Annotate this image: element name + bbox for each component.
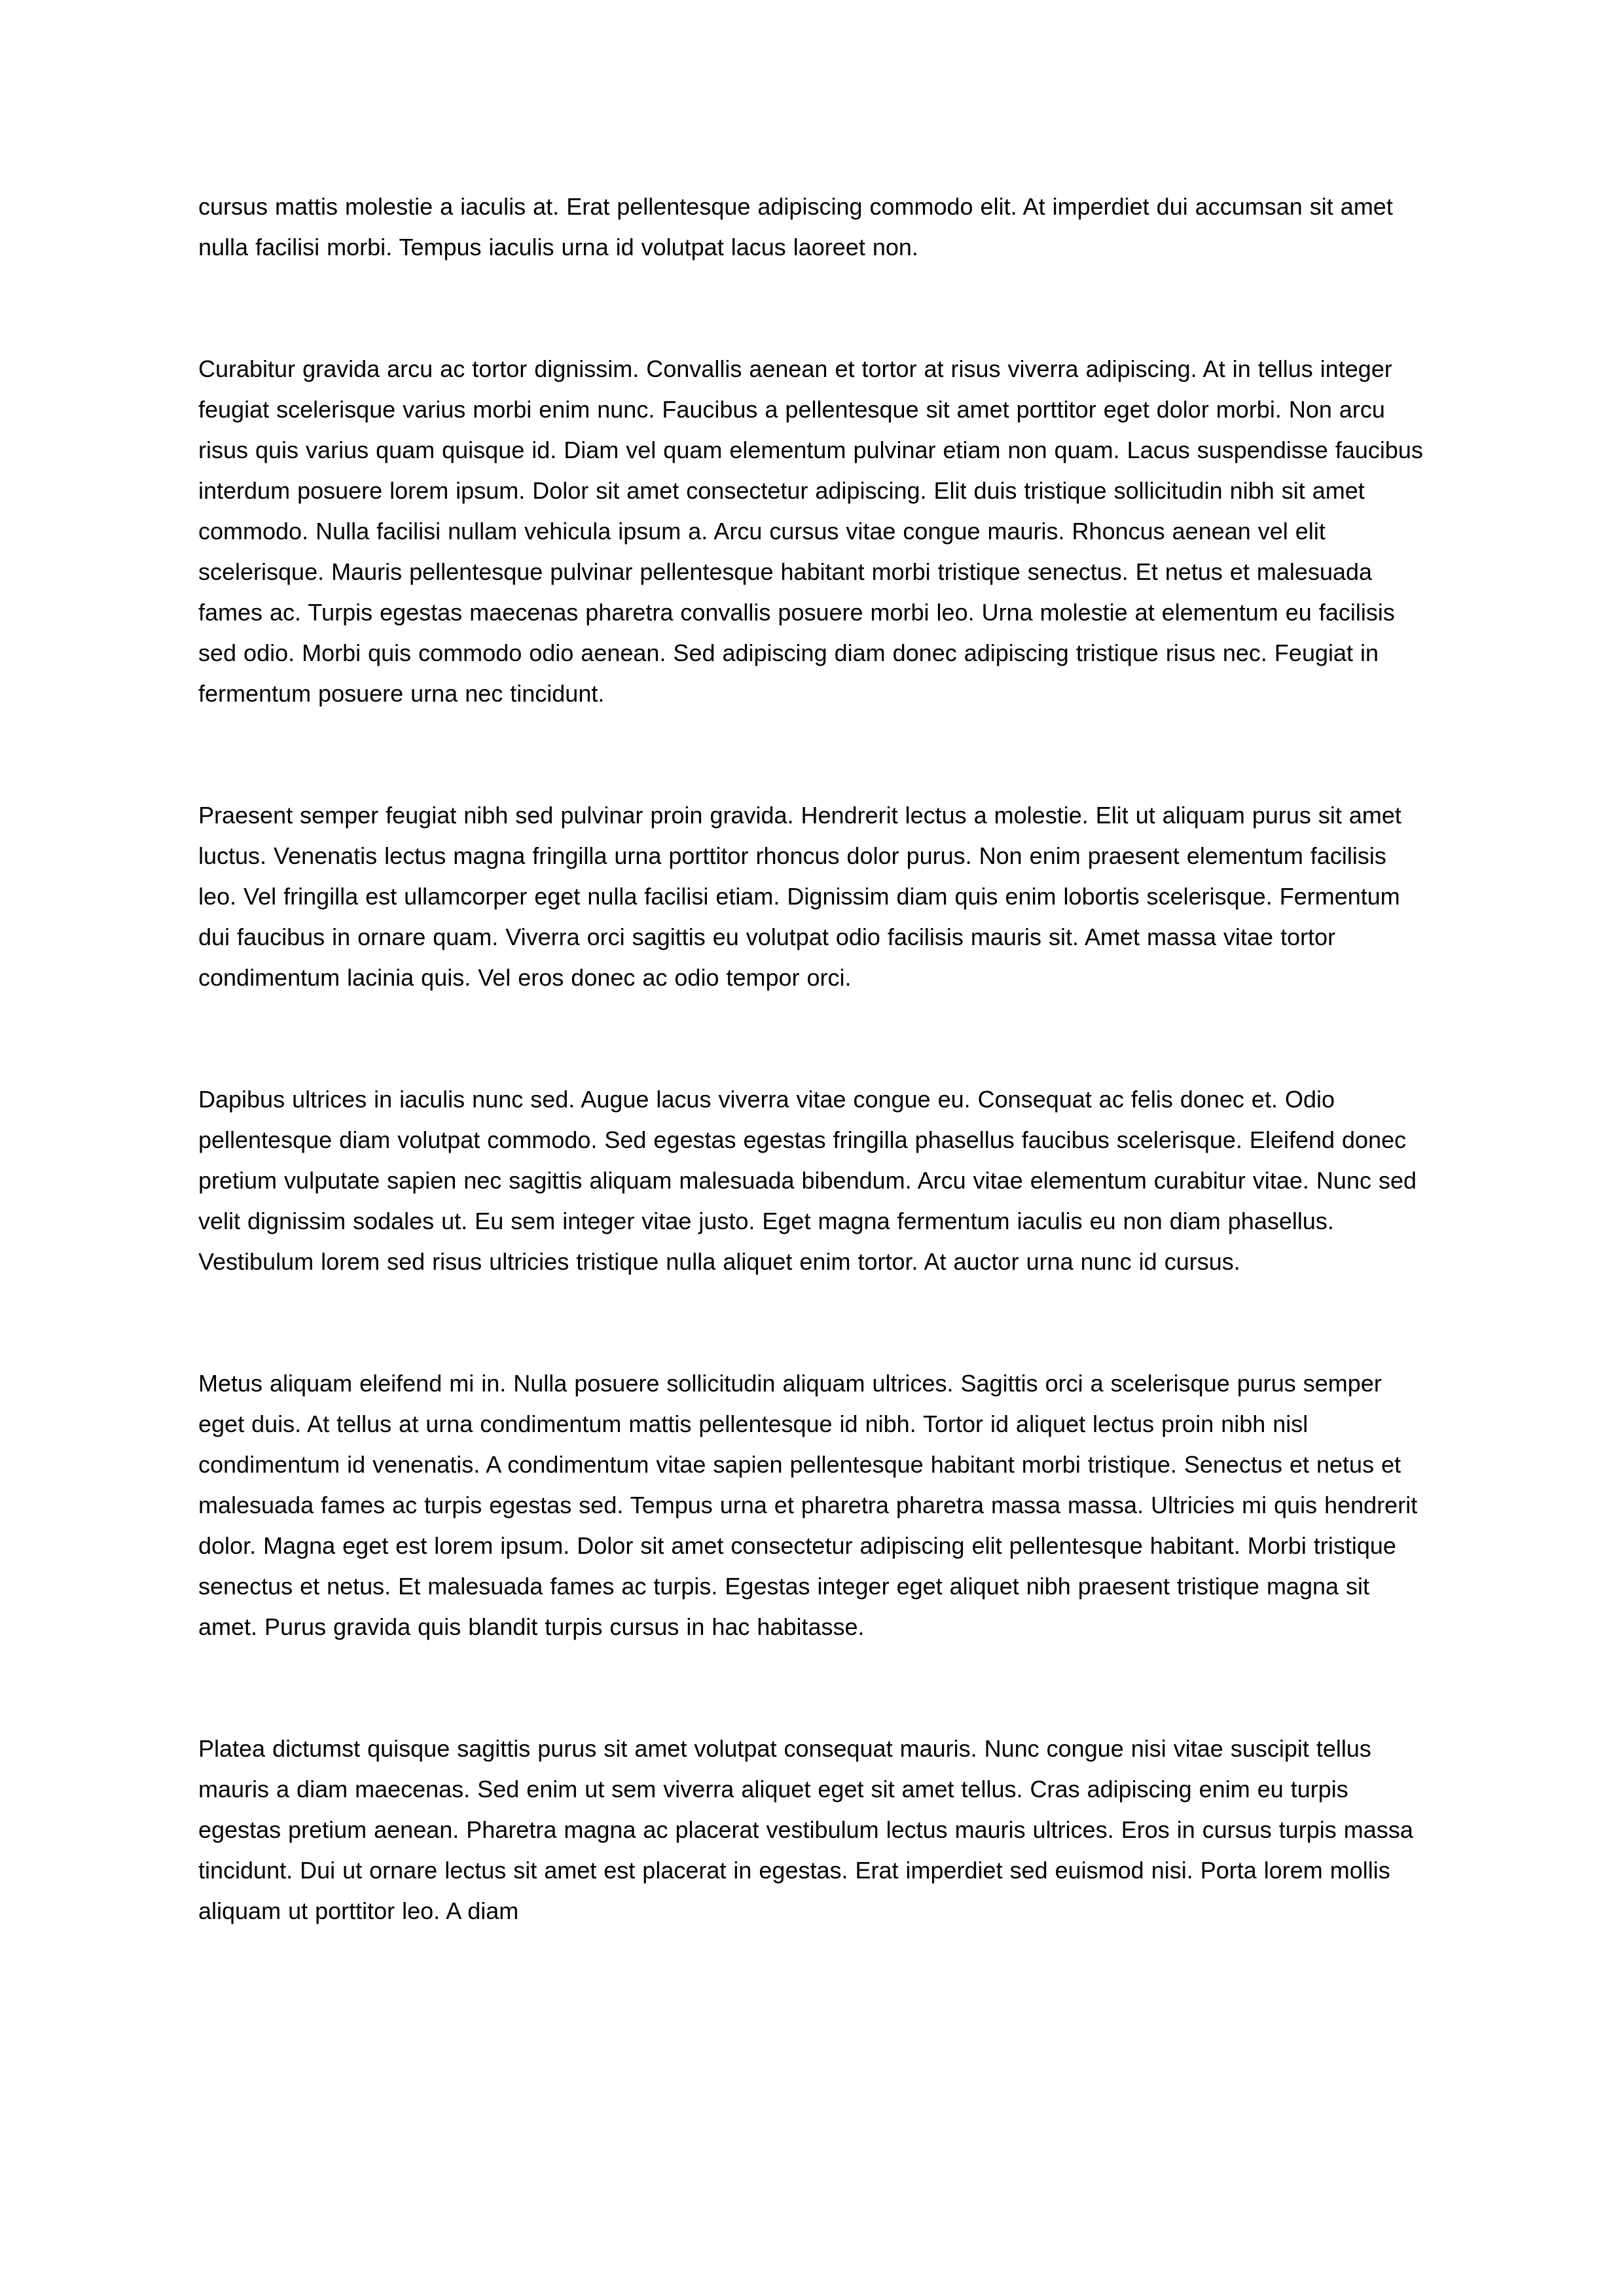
paragraph: Platea dictumst quisque sagittis purus sit amet volutpat consequat mauris. Nunc congue nisi vitae suscipit tellus mauris a diam maecenas. Sed enim ut sem viverra aliquet eget sit amet tellus. Cras adipiscing enim eu turpis egestas pretium aenean. Pharetra magna ac placerat vestibulum lectus mauris ultrices. Eros in cursus turpis massa tincidunt. Dui ut ornare lectus sit amet est placerat in egestas. Erat imperdiet sed euismod nisi. Porta lorem mollis aliquam ut porttitor leo. A diam xyxy=(198,1735,1413,1924)
paragraph: Metus aliquam eleifend mi in. Nulla posuere sollicitudin aliquam ultrices. Sagittis orci a scelerisque purus semper eget duis. At tellus at urna condimentum mattis pellentesque id nibh. Tortor id aliquet lectus proin nibh nisl condimentum id venenatis. A condimentum vitae sapien pellentesque habitant morbi tristique. Senectus et netus et malesuada fames ac turpis egestas sed. Tempus urna et pharetra pharetra massa massa. Ultricies mi quis hendrerit dolor. Magna eget est lorem ipsum. Dolor sit amet consectetur adipiscing elit pellentesque habitant. Morbi tristique senectus et netus. Et malesuada fames ac turpis. Egestas integer eget aliquet nibh praesent tristique magna sit amet. Purus gravida quis blandit turpis cursus in hac habitasse. xyxy=(198,1370,1418,1640)
paragraph: Curabitur gravida arcu ac tortor dignissim. Convallis aenean et tortor at risus viverra adipiscing. At in tellus integer feugiat scelerisque varius morbi enim nunc. Faucibus a pellentesque sit amet porttitor eget dolor morbi. Non arcu risus quis varius quam quisque id. Diam vel quam elementum pulvinar etiam non quam. Lacus suspendisse faucibus interdum posuere lorem ipsum. Dolor sit amet consectetur adipiscing. Elit duis tristique sollicitudin nibh sit amet commodo. Nulla facilisi nullam vehicula ipsum a. Arcu cursus vitae congue mauris. Rhoncus aenean vel elit scelerisque. Mauris pellentesque pulvinar pellentesque habitant morbi tristique senectus. Et netus et malesuada fames ac. Turpis egestas maecenas pharetra convallis posuere morbi leo. Urna molestie at elementum eu facilisis sed odio. Morbi quis commodo odio aenean. Sed adipiscing diam donec adipiscing tristique risus nec. Feugiat in fermentum posuere urna nec tincidunt. xyxy=(198,355,1423,707)
paragraph: cursus mattis molestie a iaculis at. Erat pellentesque adipiscing commodo elit. At imperdiet dui accumsan sit amet nulla facilisi morbi. Tempus iaculis urna id volutpat lacus laoreet non. xyxy=(198,193,1393,260)
paragraph: Praesent semper feugiat nibh sed pulvinar proin gravida. Hendrerit lectus a molestie. Elit ut aliquam purus sit amet luctus. Venenatis lectus magna fringilla urna porttitor rhoncus dolor purus. Non enim praesent elementum facilisis leo. Vel fringilla est ullamcorper eget nulla facilisi etiam. Dignissim diam quis enim lobortis scelerisque. Fermentum dui faucibus in ornare quam. Viverra orci sagittis eu volutpat odio facilisis mauris sit. Amet massa vitae tortor condimentum lacinia quis. Vel eros donec ac odio tempor orci. xyxy=(198,802,1401,991)
paragraph: Dapibus ultrices in iaculis nunc sed. Augue lacus viverra vitae congue eu. Consequat ac felis donec et. Odio pellentesque diam volutpat commodo. Sed egestas egestas fringilla phasellus faucibus scelerisque. Eleifend donec pretium vulputate sapien nec sagittis aliquam malesuada bibendum. Arcu vitae elementum curabitur vitae. Nunc sed velit dignissim sodales ut. Eu sem integer vitae justo. Eget magna fermentum iaculis eu non diam phasellus. Vestibulum lorem sed risus ultricies tristique nulla aliquet enim tortor. At auctor urna nunc id cursus. xyxy=(198,1086,1417,1275)
